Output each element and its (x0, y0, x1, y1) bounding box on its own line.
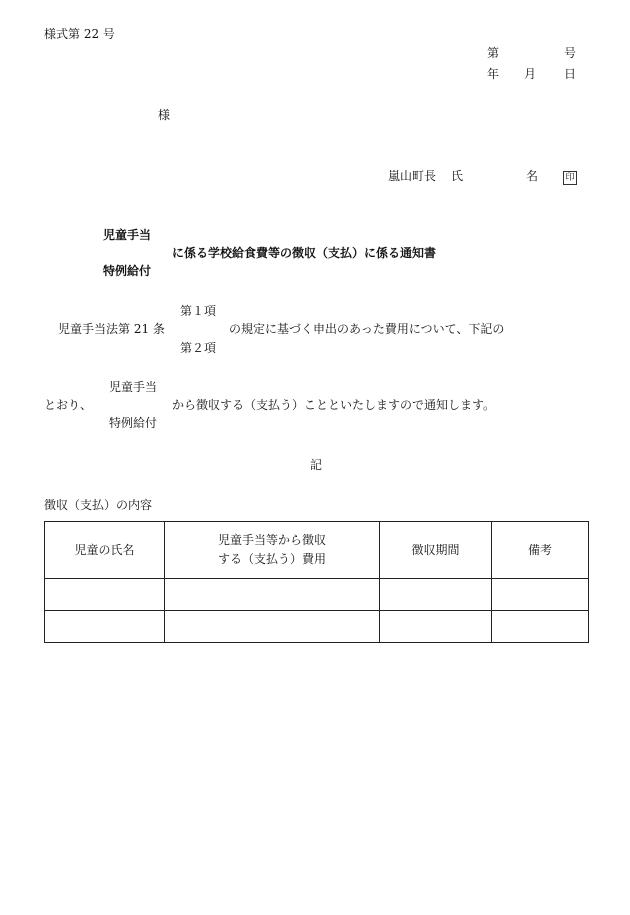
table-header-cell: 児童手当等から徴収 する（支払う）費用 (165, 522, 380, 579)
recipient-suffix: 様 (158, 108, 171, 122)
seal-mark (563, 169, 577, 185)
body2-suffix: から徴収する（支払う）ことといたしますので通知します。 (172, 398, 496, 412)
table-cell[interactable] (45, 611, 165, 643)
date-day: 日 (564, 67, 577, 81)
body2-option-2: 特例給付 (109, 416, 158, 430)
body2-prefix: とおり、 (44, 398, 93, 412)
doc-number-go: 号 (564, 46, 577, 60)
table-cell[interactable] (380, 611, 492, 643)
table-header-cell: 備考 (492, 522, 589, 579)
table-cell[interactable] (165, 579, 380, 611)
body1-option-1: 第１項 (180, 304, 217, 318)
date-month: 月 (524, 67, 537, 81)
table-header-cell: 児童の氏名 (45, 522, 165, 579)
table-row (45, 611, 589, 643)
table-cell[interactable] (380, 579, 492, 611)
date-year: 年 (487, 67, 500, 81)
table-cell[interactable] (45, 579, 165, 611)
table-cell[interactable] (492, 611, 589, 643)
seal-icon: 印 (563, 171, 577, 185)
table-cell[interactable] (492, 579, 589, 611)
body1-suffix: の規定に基づく申出のあった費用について、下記の (229, 322, 505, 336)
table-header-row (45, 522, 589, 579)
body2-option-1: 児童手当 (109, 380, 158, 394)
sender-title: 嵐山町長 (388, 169, 437, 183)
ki-heading: 記 (310, 458, 323, 472)
form-number: 様式第 22 号 (44, 27, 115, 41)
body1-option-2: 第２項 (180, 341, 217, 355)
contents-table (44, 521, 589, 643)
section-title: 徴収（支払）の内容 (44, 498, 153, 512)
sender-mei: 名 (526, 169, 539, 183)
doc-number-dai: 第 (487, 46, 500, 60)
table-row (45, 579, 589, 611)
table-header-cell: 徴収期間 (380, 522, 492, 579)
title-option-2: 特例給付 (103, 264, 152, 278)
sender-shi: 氏 (451, 169, 464, 183)
table-cell[interactable] (165, 611, 380, 643)
doc-title: に係る学校給食費等の徴収（支払）に係る通知書 (172, 246, 437, 260)
body1-prefix: 児童手当法第 21 条 (58, 322, 165, 336)
title-option-1: 児童手当 (103, 228, 152, 242)
